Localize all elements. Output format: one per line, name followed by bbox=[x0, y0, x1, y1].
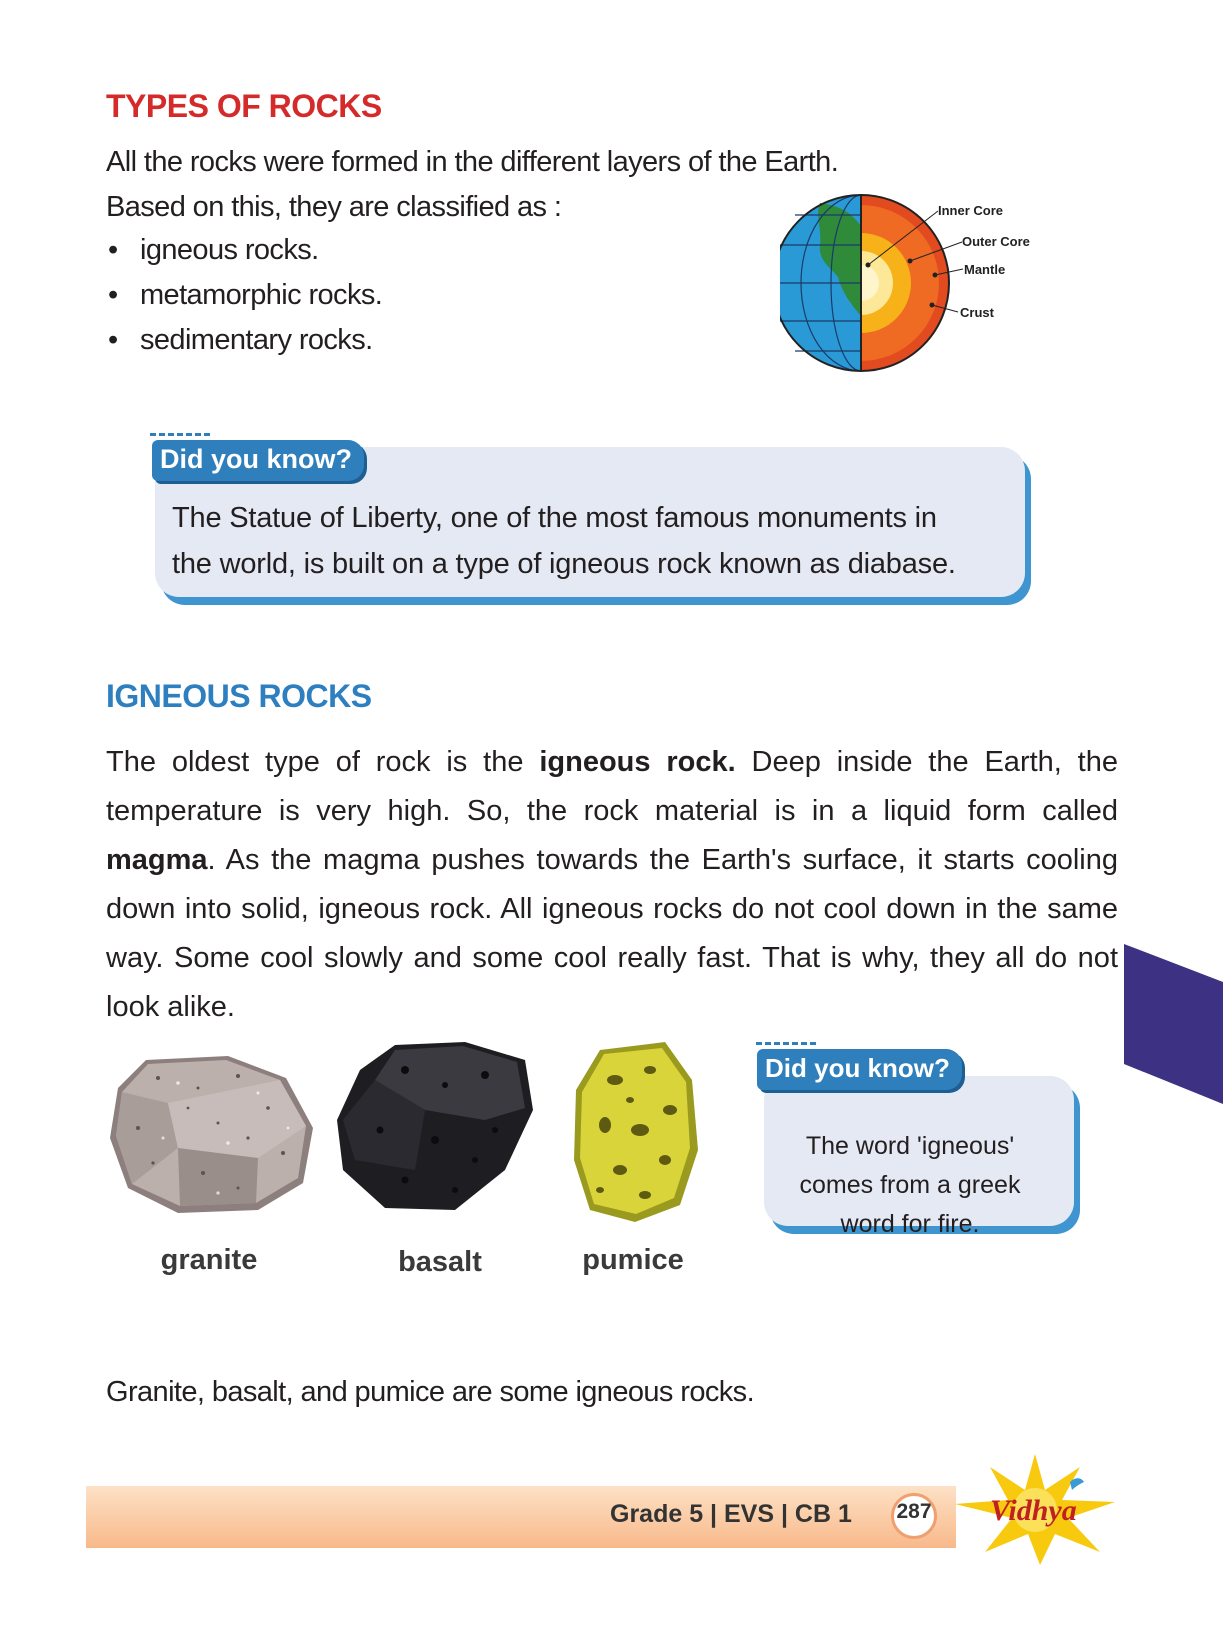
earth-layers-diagram bbox=[780, 185, 1100, 390]
rock-label-pumice: pumice bbox=[582, 1244, 684, 1276]
did-you-know-title-1: Did you know? bbox=[152, 440, 364, 481]
did-you-know-title-2: Did you know? bbox=[757, 1049, 962, 1090]
term-magma: magma bbox=[106, 844, 208, 876]
section-heading-igneous-rocks: IGNEOUS ROCKS bbox=[106, 678, 372, 714]
dyk2-line-1: The word 'igneous' bbox=[805, 1132, 1015, 1160]
footer-grade-subject: Grade 5 | EVS | CB 1 bbox=[610, 1500, 852, 1528]
label-inner-core: Inner Core bbox=[938, 203, 1004, 218]
list-item: • metamorphic rocks. bbox=[106, 273, 382, 318]
page-number: 287 bbox=[896, 1500, 932, 1523]
term-igneous-rock: igneous rock. bbox=[539, 746, 736, 778]
label-outer-core: Outer Core bbox=[962, 234, 1030, 249]
dyk1-line-2: the world, is built on a type of igneous rock known as diabase. bbox=[172, 548, 956, 580]
dyk2-line-3: word for fire. bbox=[840, 1210, 980, 1238]
intro-line-1: All the rocks were formed in the different layers of the Earth. bbox=[106, 146, 839, 178]
list-item: • igneous rocks. bbox=[106, 228, 382, 273]
para-text: Deep inside the Earth, the temperature is very high. So, the rock material is in a liquid form called bbox=[106, 746, 1118, 827]
label-crust: Crust bbox=[960, 305, 994, 320]
rock-types-list bbox=[106, 228, 382, 363]
para-text: The oldest type of rock is the bbox=[106, 746, 540, 778]
label-mantle: Mantle bbox=[964, 262, 1006, 277]
dyk-dash-decoration bbox=[150, 433, 210, 436]
dyk1-line-1: The Statue of Liberty, one of the most famous monuments in bbox=[172, 502, 937, 534]
did-you-know-text-1 bbox=[172, 495, 1032, 587]
intro-text bbox=[106, 140, 838, 230]
para-text: . As the magma pushes towards the Earth's surface, it starts cooling down into solid, igneous rock. All igneous rocks do not cool down in the same way. Some cool slowly and some cool really fast. That is why, they all do not look alike. bbox=[106, 844, 1118, 1023]
intro-line-2: Based on this, they are classified as : bbox=[106, 191, 562, 223]
igneous-paragraph bbox=[106, 738, 1118, 1032]
vidhya-logo bbox=[950, 1452, 1120, 1567]
side-tab-decoration bbox=[1124, 944, 1223, 1104]
logo-text: Vidhya bbox=[990, 1494, 1077, 1527]
basalt-image bbox=[335, 1040, 535, 1215]
section-heading-types-of-rocks: TYPES OF ROCKS bbox=[106, 88, 382, 124]
dyk-dash-decoration bbox=[756, 1042, 816, 1045]
rock-label-granite: granite bbox=[160, 1244, 258, 1276]
dyk2-line-2: comes from a greek bbox=[799, 1171, 1021, 1199]
granite-image bbox=[108, 1048, 318, 1218]
summary-text: Granite, basalt, and pumice are some igneous rocks. bbox=[106, 1376, 755, 1408]
list-item: • sedimentary rocks. bbox=[106, 318, 382, 363]
rock-label-basalt: basalt bbox=[398, 1246, 482, 1278]
pumice-image bbox=[570, 1040, 700, 1225]
did-you-know-text-2 bbox=[785, 1127, 1035, 1244]
